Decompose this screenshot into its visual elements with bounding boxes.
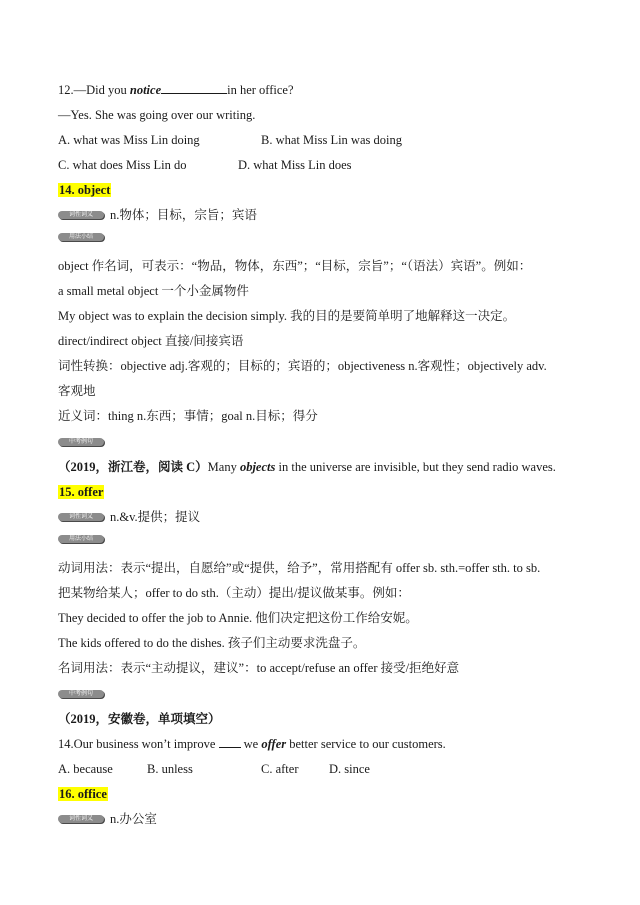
option-d: D. what Miss Lin does — [238, 158, 352, 172]
answer-blank — [161, 82, 227, 94]
definition-badge: 词性词义 — [58, 211, 104, 219]
usage-line: 把某物给某人；offer to do sth.（主动）提出/提议做某事。例如： — [58, 586, 410, 600]
q12-reply: —Yes. She was going over our writing. — [58, 108, 256, 122]
usage-line: They decided to offer the job to Annie. 他们决定把这份工作给安妮。 — [58, 611, 418, 625]
usage-line: 动词用法：表示“提出，自愿给”或“提供，给予”，常用搭配有 offer sb. sth.=offer sth. to sb. — [58, 561, 541, 575]
q12-options-row1 — [58, 132, 402, 148]
usage-line: direct/indirect object 直接/间接宾语 — [58, 334, 244, 348]
usage-badge-row-object — [58, 229, 110, 245]
usage-badge: 用法小结 — [58, 535, 104, 543]
entry-heading-office: 16. office — [59, 787, 107, 801]
exam-question: 14.Our business won’t improve we offer better service to our customers. — [58, 737, 446, 751]
option-a: A. because — [58, 762, 113, 776]
exam-badge-row-offer — [58, 686, 110, 702]
option-a: A. what was Miss Lin doing — [58, 133, 200, 147]
definition-row-offer: 词性词义 n.&v.提供；提议 — [58, 509, 200, 525]
exam-example-object: （2019，浙江卷，阅读 C）Many objects in the universe are invisible, but they send radio waves. — [58, 460, 556, 474]
exam-source: （2019，浙江卷，阅读 C） — [58, 460, 208, 474]
usage-badge: 用法小结 — [58, 233, 104, 241]
q12-options-row2 — [58, 157, 458, 173]
definition-row-object: 词性词义 n.物体；目标，宗旨；宾语 — [58, 207, 257, 223]
definition-badge: 词性词义 — [58, 815, 104, 823]
exam-badge: 中考例句 — [58, 438, 104, 446]
usage-line: The kids offered to do the dishes. 孩子们主动要求洗盘子。 — [58, 636, 366, 650]
exam-source: （2019，安徽卷，单项填空） — [58, 712, 221, 726]
definition-badge: 词性词义 — [58, 513, 104, 521]
usage-line: 客观地 — [58, 384, 96, 398]
q12-prompt: 12.—Did you notice in her office? — [58, 83, 294, 97]
definition-row-office: 词性词义 n.办公室 — [58, 811, 157, 827]
entry-heading-offer: 15. offer — [59, 485, 104, 499]
answer-blank — [219, 736, 241, 748]
usage-line: 名词用法：表示“主动提议，建议”：to accept/refuse an offer 接受/拒绝好意 — [58, 661, 460, 675]
usage-line: 近义词：thing n.东西；事情；goal n.目标；得分 — [58, 409, 318, 423]
option-b: B. unless — [147, 762, 193, 776]
option-c: C. after — [261, 762, 299, 776]
usage-line: 词性转换：objective adj.客观的；目标的；宾语的；objectiveness n.客观性；objectively adv. — [58, 359, 547, 373]
exam-badge: 中考例句 — [58, 690, 104, 698]
usage-line: My object was to explain the decision simply. 我的目的是要简单明了地解释这一决定。 — [58, 309, 516, 323]
option-c: C. what does Miss Lin do — [58, 158, 187, 172]
usage-line: object 作名词，可表示：“物品，物体，东西”；“目标，宗旨”；“（语法）宾语”。例如： — [58, 259, 532, 273]
option-b: B. what Miss Lin was doing — [261, 133, 402, 147]
exam-badge-row-object — [58, 434, 110, 450]
usage-badge-row-offer — [58, 531, 110, 547]
option-d: D. since — [329, 762, 370, 776]
q12-keyword: notice — [129, 83, 162, 97]
usage-line: a small metal object 一个小金属物件 — [58, 284, 249, 298]
entry-heading-object: 14. object — [59, 183, 111, 197]
exam-options — [58, 761, 458, 777]
